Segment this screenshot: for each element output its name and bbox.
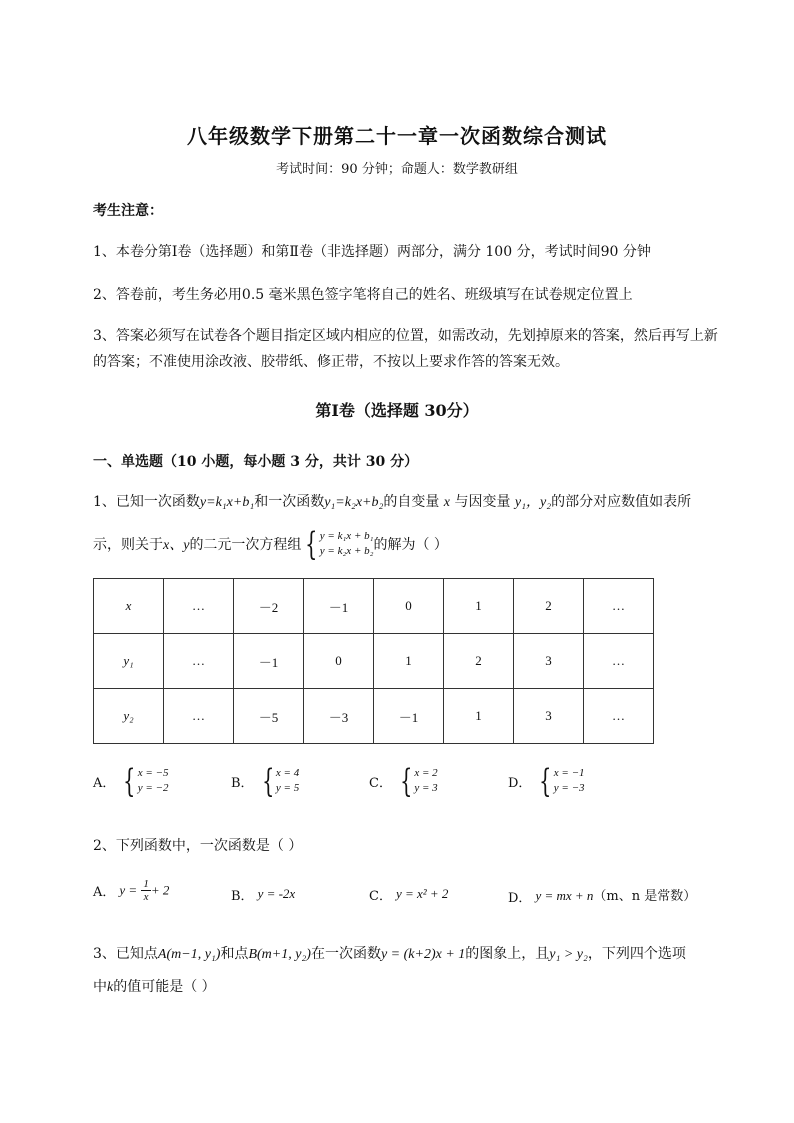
q1-f2: y₁=k₂x+b₂ bbox=[324, 495, 384, 510]
option-label: C． bbox=[369, 889, 392, 904]
q3-point-a: A(m−1, y₁) bbox=[157, 947, 221, 962]
q1-option-a[interactable] bbox=[93, 762, 169, 800]
q3-condition: y₁ > y₂ bbox=[549, 947, 588, 962]
table-cell: 2 bbox=[514, 579, 584, 634]
q3-point-b: B(m+1, y₂) bbox=[248, 947, 311, 962]
table-cell: －5 bbox=[234, 689, 304, 744]
option-label: A． bbox=[93, 885, 116, 900]
q3-function: y = (k+2)x + 1 bbox=[380, 947, 466, 962]
q1-line2b: 的二元一次方程组 bbox=[189, 537, 302, 553]
q2-option-b[interactable] bbox=[231, 885, 295, 904]
table-cell: 2 bbox=[444, 634, 514, 689]
table-cell: 1 bbox=[374, 634, 444, 689]
q1-option-b[interactable] bbox=[231, 762, 300, 800]
q1-mid2: 的自变量 bbox=[383, 494, 440, 510]
q3-k: k bbox=[107, 980, 114, 995]
option-label: C． bbox=[369, 775, 392, 791]
q3-text: 的值可能是（ ） bbox=[113, 979, 216, 995]
q1-num: 1、已知一次函数 bbox=[93, 494, 200, 510]
option-expr: y = -2x bbox=[257, 886, 296, 901]
notice-item-1: 1、本卷分第Ⅰ卷（选择题）和第Ⅱ卷（非选择题）两部分，满分 100 分，考试时间90 分钟 bbox=[93, 244, 651, 260]
q3-line2 bbox=[93, 976, 216, 996]
table-cell: x bbox=[94, 579, 164, 634]
option-expr: y = bbox=[119, 882, 138, 898]
option-label: D． bbox=[508, 775, 532, 791]
q2-option-d[interactable] bbox=[508, 885, 696, 906]
q1-f1: y=k₁x+b₁ bbox=[199, 495, 255, 510]
option-system: x = −1 y = −3 bbox=[553, 767, 585, 794]
notice-item-2: 2、答卷前，考生务必用0.5 毫米黑色签字笔将自己的姓名、班级填写在试卷规定位置上 bbox=[93, 287, 633, 303]
option-system: x = 2 y = 3 bbox=[414, 767, 438, 794]
table-cell: y₁ bbox=[94, 634, 164, 689]
q1-mid1: 和一次函数 bbox=[254, 494, 325, 510]
table-cell: y₂ bbox=[94, 689, 164, 744]
brace-icon: { bbox=[400, 762, 413, 800]
table-cell: … bbox=[584, 689, 654, 744]
table-cell: －1 bbox=[234, 634, 304, 689]
table-cell: … bbox=[584, 634, 654, 689]
table-cell: －2 bbox=[234, 579, 304, 634]
option-label: A． bbox=[93, 775, 116, 791]
table-cell: 1 bbox=[444, 689, 514, 744]
section-title: 第Ⅰ卷（选择题 30分） bbox=[315, 401, 479, 420]
table-row bbox=[94, 689, 654, 744]
option-note: （m、n 是常数） bbox=[593, 889, 697, 904]
exam-info: 考试时间：90 分钟；命题人：数学教研组 bbox=[276, 162, 518, 177]
option-expr: y = mx + n bbox=[535, 888, 594, 903]
table-row bbox=[94, 634, 654, 689]
sys-eq1: y = k₁x + b₁ bbox=[319, 530, 374, 542]
option-system: x = −5 y = −2 bbox=[137, 767, 169, 794]
q2-option-c[interactable] bbox=[369, 885, 448, 904]
value-table bbox=[93, 578, 654, 744]
option-label: B． bbox=[231, 889, 254, 904]
q3-text: 和点 bbox=[220, 946, 249, 962]
option-label: B． bbox=[231, 775, 254, 791]
table-cell: … bbox=[584, 579, 654, 634]
q1-option-d[interactable] bbox=[508, 762, 585, 800]
brace-icon: { bbox=[305, 525, 318, 563]
table-cell: 1 bbox=[444, 579, 514, 634]
table-cell: －1 bbox=[374, 689, 444, 744]
page-title: 八年级数学下册第二十一章一次函数综合测试 bbox=[187, 124, 607, 148]
option-expr: + 2 bbox=[150, 882, 170, 898]
brace-icon: { bbox=[261, 762, 274, 800]
q1-x: x bbox=[443, 495, 451, 510]
q1-y1y2: y₁，y₂ bbox=[514, 495, 552, 510]
table-cell: －3 bbox=[304, 689, 374, 744]
q1-tail: 的部分对应数值如表所 bbox=[551, 494, 692, 510]
q1-line2c: 的解为（ ） bbox=[373, 537, 448, 553]
table-cell: … bbox=[164, 689, 234, 744]
notice-heading: 考生注意： bbox=[93, 203, 163, 219]
q2-stem: 2、下列函数中，一次函数是（ ） bbox=[93, 838, 303, 854]
sys-eq2: y = k₂x + b₂ bbox=[319, 545, 374, 557]
option-system: x = 4 y = 5 bbox=[275, 767, 300, 794]
brace-icon: { bbox=[539, 762, 552, 800]
table-cell: … bbox=[164, 579, 234, 634]
table-row bbox=[94, 579, 654, 634]
q3-text: 3、已知点 bbox=[93, 946, 158, 962]
q3-line1 bbox=[93, 943, 686, 963]
part-heading: 一、单选题（10 小题，每小题 3 分，共计 30 分） bbox=[93, 454, 419, 470]
table-cell: 3 bbox=[514, 634, 584, 689]
option-expr: y = x² + 2 bbox=[395, 886, 449, 901]
notice-item-3-cont: 的答案；不准使用涂改液、胶带纸、修正带，不按以上要求作答的答案无效。 bbox=[93, 354, 569, 370]
q1-line2 bbox=[93, 525, 448, 563]
q2-option-a[interactable] bbox=[93, 878, 169, 903]
table-cell: 3 bbox=[514, 689, 584, 744]
q1-line2a: 示，则关于 bbox=[93, 537, 163, 553]
equation-system bbox=[320, 529, 374, 559]
q1-xy: x、y bbox=[163, 538, 190, 553]
q1-mid3: 与因变量 bbox=[454, 494, 511, 510]
option-label: D． bbox=[508, 891, 532, 906]
notice-item-3: 3、答案必须写在试卷各个题目指定区域内相应的位置，如需改动，先划掉原来的答案，然后再写上新 bbox=[93, 328, 718, 344]
table-cell: 0 bbox=[374, 579, 444, 634]
q3-text: ，下列四个选项 bbox=[587, 946, 686, 962]
q3-text: 的图象上，且 bbox=[465, 946, 550, 962]
fraction: $\frac{1}{x}$ bbox=[143, 878, 149, 903]
brace-icon: { bbox=[123, 762, 136, 800]
q1-option-c[interactable] bbox=[369, 762, 438, 800]
q1-line1 bbox=[93, 491, 691, 511]
table-cell: … bbox=[164, 634, 234, 689]
q3-text: 在一次函数 bbox=[310, 946, 381, 962]
table-cell: －1 bbox=[304, 579, 374, 634]
q3-text: 中 bbox=[93, 979, 107, 995]
table-cell: 0 bbox=[304, 634, 374, 689]
